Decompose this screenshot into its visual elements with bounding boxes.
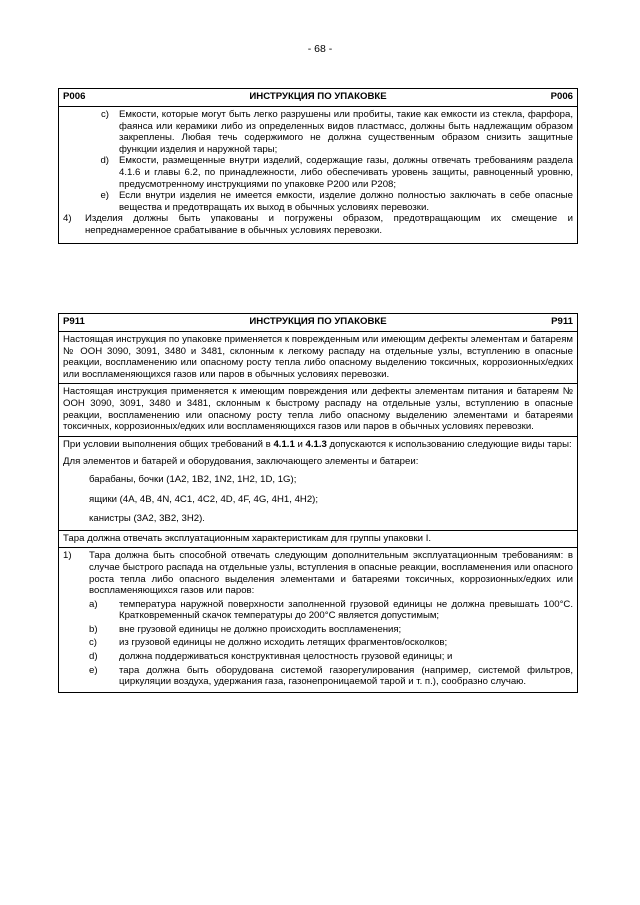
pack-boxes: ящики (4A, 4B, 4N, 4C1, 4C2, 4D, 4F, 4G, 4H1, 4H2); bbox=[89, 493, 319, 505]
p006-code-left: P006 bbox=[63, 91, 86, 102]
p006-code-right: P006 bbox=[550, 91, 573, 102]
item-text: должна поддерживаться конструктивная целостность грузовой единицы; и bbox=[119, 651, 453, 663]
item-label: c) bbox=[89, 637, 97, 649]
pack-canisters: канистры (3A2, 3B2, 3H2). bbox=[89, 513, 205, 525]
p006-body bbox=[59, 107, 577, 243]
p911-header bbox=[59, 314, 577, 332]
item-label: c) bbox=[101, 109, 109, 120]
item-text: Емкости, которые могут быть легко разрушены или пробиты, такие как емкости из стекла, фарфора, фаянса или керамики либо из определенных видов пластмасс, должны быть надлежащим образом закреплены. Любая течь содержимого не должна существенным образом снизить защитные функции изделия и наружной тары; bbox=[119, 109, 573, 155]
item-text: вне грузовой единицы не должно происходить воспламенения; bbox=[119, 623, 402, 635]
p006-item-c bbox=[63, 109, 573, 155]
pack-drums: барабаны, бочки (1A2, 1B2, 1N2, 1H2, 1D, 1G); bbox=[89, 473, 297, 485]
item-text: температура наружной поверхности заполненной грузовой единицы не должна превышать 100°C. Кратковременный скачок температуры до 200°C является допустимым; bbox=[119, 598, 573, 622]
item-label: b) bbox=[89, 623, 98, 635]
ref-4-1-1: 4.1.1 bbox=[273, 438, 295, 450]
item-label: d) bbox=[89, 651, 98, 663]
p911-box bbox=[58, 313, 578, 693]
item-label: e) bbox=[100, 190, 109, 202]
item-label: 1) bbox=[63, 550, 72, 562]
p911-item-1 bbox=[63, 550, 573, 596]
p911-sub-d bbox=[89, 651, 573, 663]
p911-para1: Настоящая инструкция по упаковке применяется к поврежденным или имеющим дефекты элементам и батареям № ООН 3090, 3091, 3480 и 3481, склонным к легкому распаду на отдельные узлы, вступлению в опасные реакции, воспламенению или опасному росту тепла либо опасному выделению токсичных, коррозионных/едких или воспламеняющихся газов или паров в обычных условиях перевозки. bbox=[59, 332, 577, 384]
item-text: Если внутри изделия не имеется емкости, изделие должно полностью заключать в себе опасные вещества и предотвращать их выход в обычных условиях перевозки. bbox=[119, 190, 573, 213]
p911-sub-c bbox=[89, 637, 573, 649]
item-text: Изделия должны быть упакованы и погружены образом, предотвращающим их смещение и непреднамеренное срабатывание в обычных условиях перевозки. bbox=[85, 213, 573, 236]
p911-para2: Настоящая инструкция применяется к имеющим повреждения или дефекты элементам питания и батареям № ООН 3090, 3091, 3480 и 3481, склонным к быстрому распаду на отдельные узлы, вступлению в опасные реакции, воспламенению или опасному росту тепла либо опасному выделению элементами и батареями токсичных, коррозионных/едких или воспламеняющихся газов или паров в обычных условиях перевозки. bbox=[59, 384, 577, 436]
p911-sub-e bbox=[89, 665, 573, 688]
item-label: d) bbox=[100, 155, 109, 167]
item-label: e) bbox=[89, 664, 98, 676]
p911-title: ИНСТРУКЦИЯ ПО УПАКОВКЕ bbox=[249, 316, 387, 327]
p911-code-left: P911 bbox=[63, 316, 85, 327]
item-text: из грузовой единицы не должно исходить летящих фрагментов/осколков; bbox=[119, 637, 448, 649]
p911-performance: Тара должна отвечать эксплуатационным характеристикам для группы упаковки I. bbox=[59, 531, 577, 549]
p006-item-d bbox=[63, 155, 573, 190]
item-label: 4) bbox=[63, 213, 72, 225]
for-cells-text: Для элементов и батарей и оборудования, заключающего элементы и батареи: bbox=[63, 456, 419, 468]
p006-box bbox=[58, 88, 578, 244]
item-text: Тара должна быть способной отвечать следующим дополнительным эксплуатационным требованиям: в случае быстрого распада на отдельные узлы, вступления в опасные реакции, воспламенения или опасного роста тепла либо опасного выделения элементами и батареями токсичных, коррозионных/едких или воспламеняющихся газов или паров: bbox=[89, 550, 573, 597]
p911-packagings bbox=[59, 437, 577, 531]
p006-item-4 bbox=[63, 213, 573, 236]
p911-provisions bbox=[59, 548, 577, 692]
page-number: - 68 - bbox=[307, 43, 333, 55]
p006-header bbox=[59, 89, 577, 107]
p911-code-right: P911 bbox=[551, 316, 573, 327]
item-text: тара должна быть оборудована системой газорегулирования (например, системой фильтров, циркуляции воздуха, удержания газа, газонепроницаемой тарой и т. п.), сообразно случаю. bbox=[119, 664, 573, 688]
p911-sub-b bbox=[89, 624, 573, 636]
item-label: a) bbox=[89, 598, 98, 610]
p006-title: ИНСТРУКЦИЯ ПО УПАКОВКЕ bbox=[249, 91, 387, 102]
ref-4-1-3: 4.1.3 bbox=[305, 438, 327, 450]
conditions-text: При условии выполнения общих требований в 4.1.1 и 4.1.3 допускаются к использованию следующие виды тары: bbox=[63, 438, 572, 450]
p911-sub-a bbox=[89, 599, 573, 622]
p006-item-e bbox=[63, 190, 573, 213]
item-text: Емкости, размещенные внутри изделий, содержащие газы, должны отвечать требованиям раздела 4.1.6 и главы 6.2, по принадлежности, либо обеспечивать уровень защиты, равноценный уровню, предусмотренному инструкциями по упаковке P200 или P208; bbox=[119, 155, 573, 190]
